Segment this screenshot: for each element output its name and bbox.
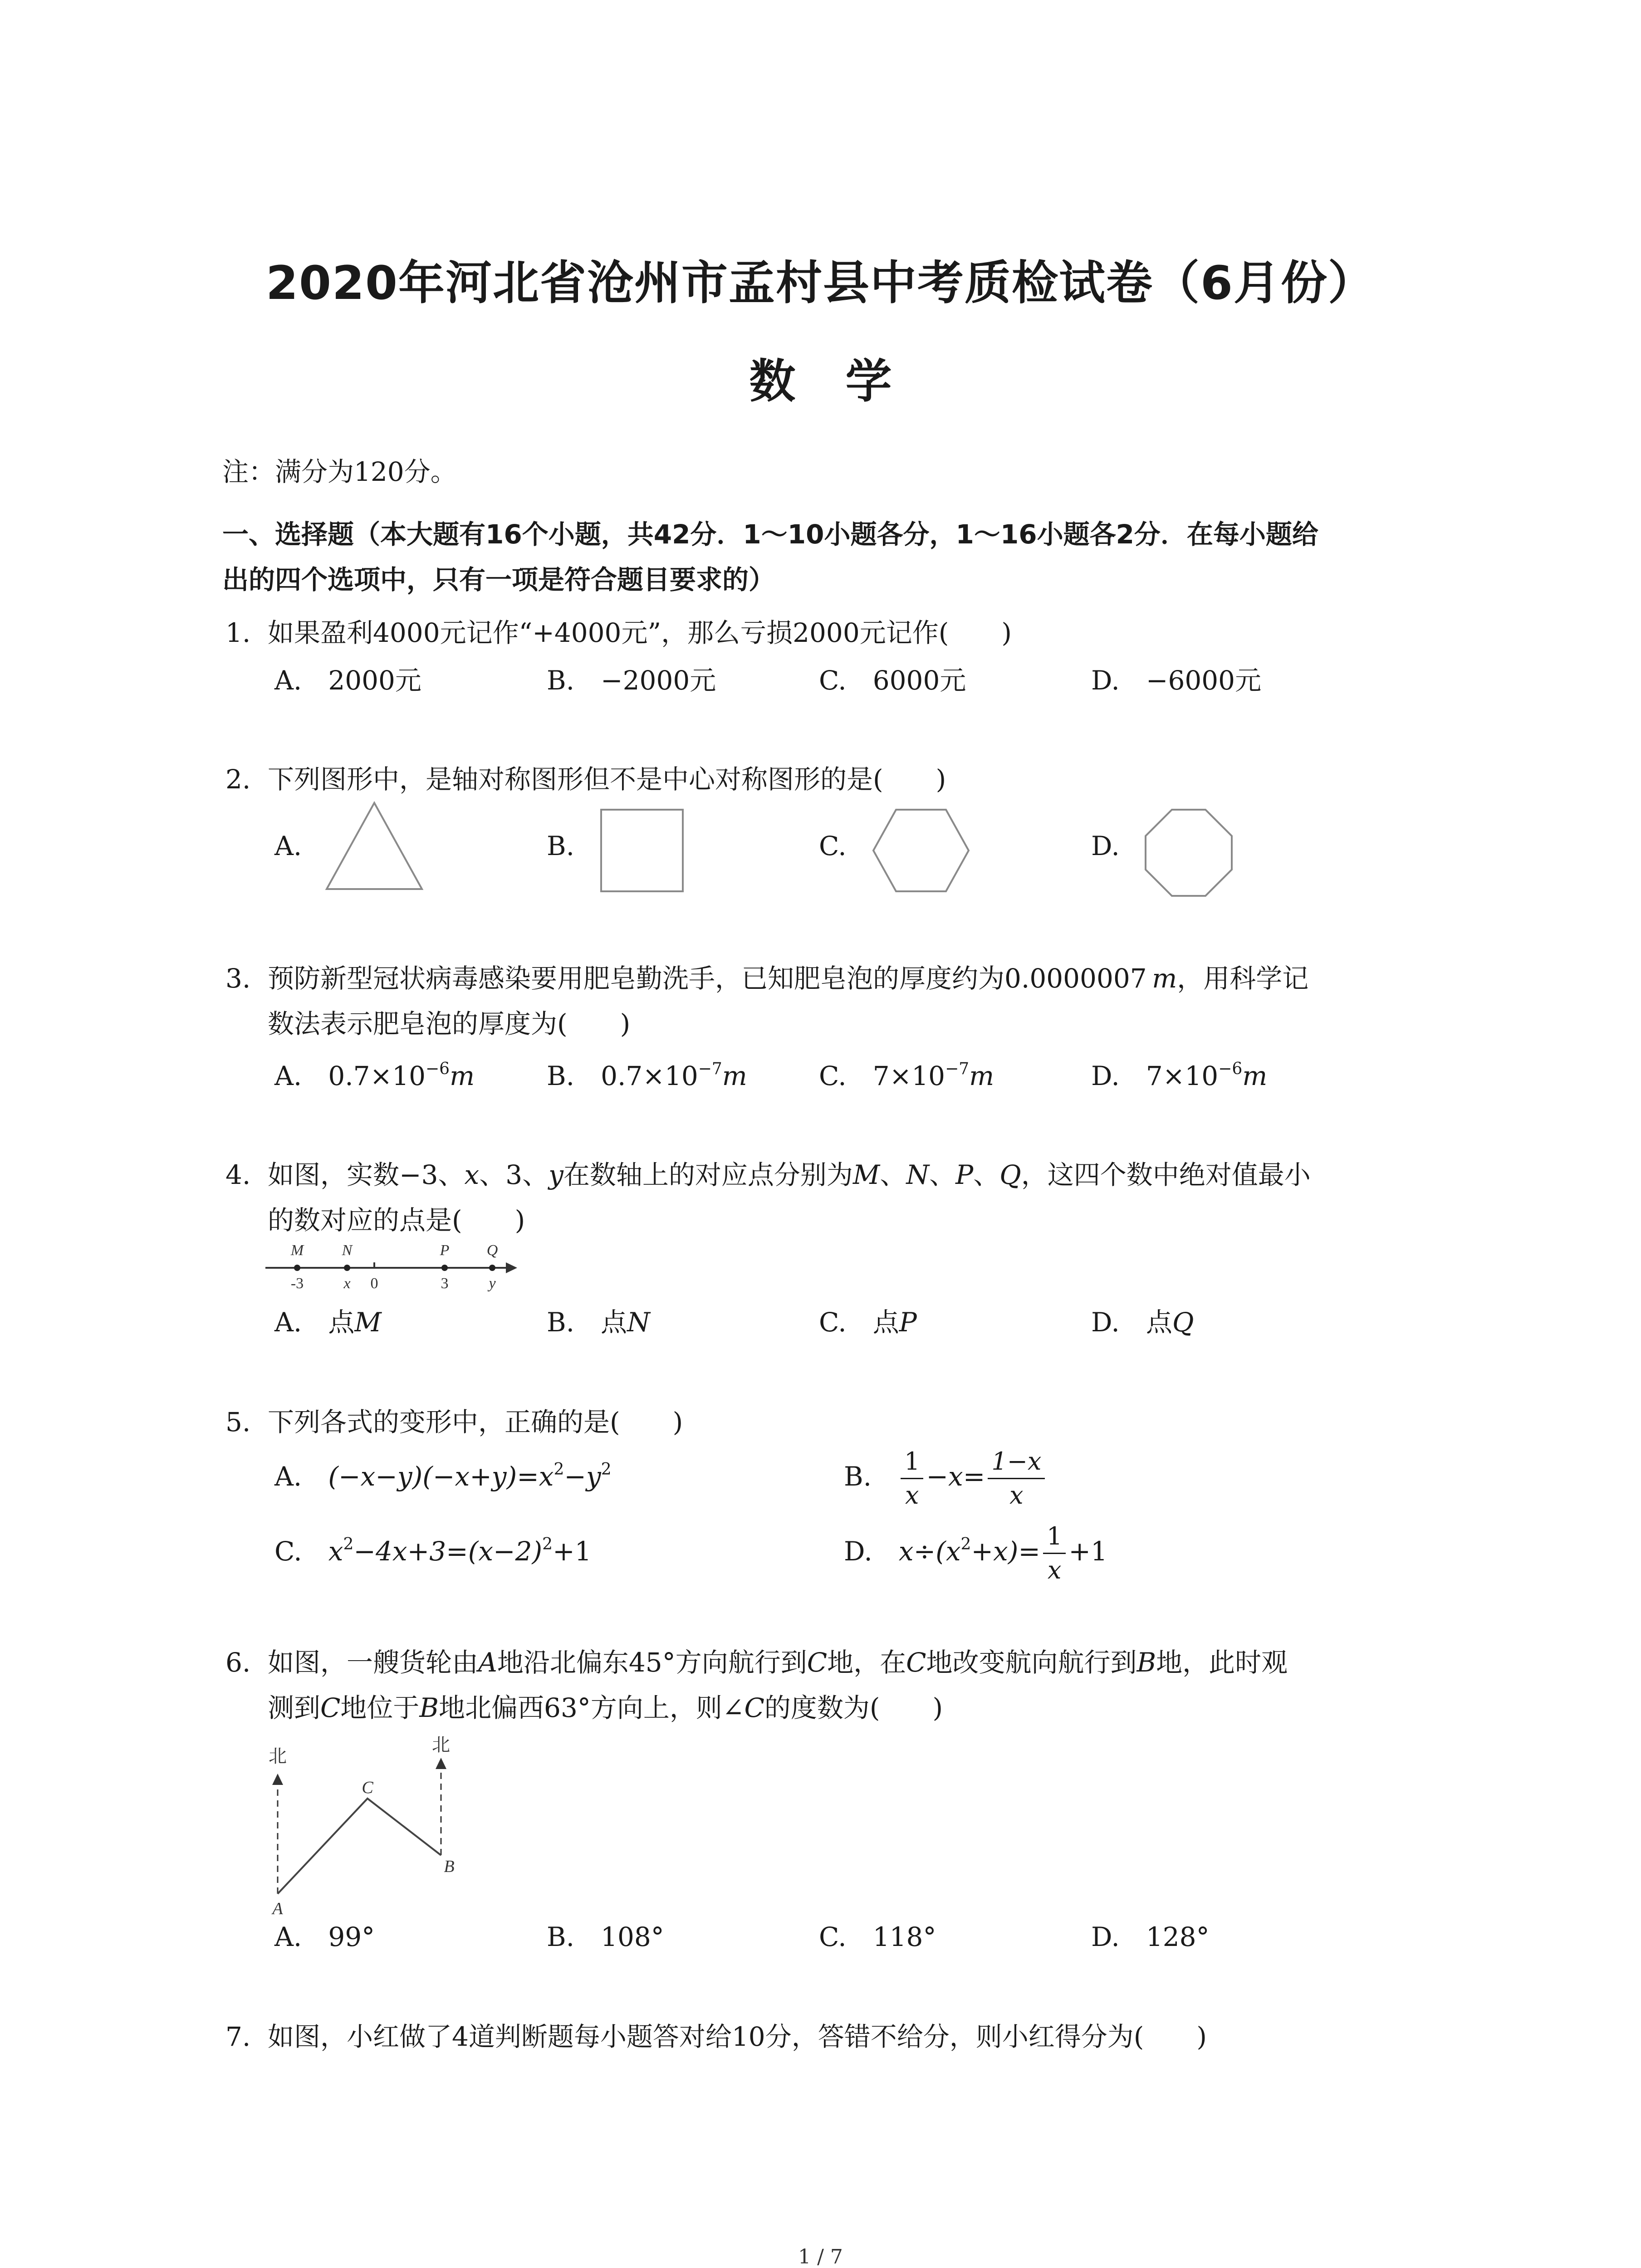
q2-option-a: A. — [274, 831, 302, 861]
axis-tick-3: 3 — [441, 1275, 449, 1292]
score-note: 注：满分为120分。 — [222, 456, 457, 487]
q3-stem-line2: 数法表示肥皂泡的厚度为( ) — [268, 1008, 631, 1039]
subject-title: 数学 — [749, 355, 942, 409]
section-heading-line1: 一、选择题（本大题有16个小题，共42分．1～10小题各分，1～16小题各2分．在每小题给 — [222, 519, 1318, 550]
q2-option-b: B. — [547, 831, 575, 861]
q4-option-a: A. 点M — [274, 1307, 382, 1338]
q3-option-c: C. $7\times 10^{-7}m$ — [819, 1060, 994, 1091]
axis-label-n: N — [342, 1242, 353, 1259]
axis-label-q: Q — [486, 1242, 498, 1259]
hexagon-figure — [869, 805, 973, 896]
north-label-a: 北 — [269, 1746, 287, 1767]
q5-stem: 下列各式的变形中，正确的是( ) — [268, 1407, 683, 1437]
q2-stem: 下列图形中，是轴对称图形但不是中心对称图形的是( ) — [268, 764, 946, 795]
page-title: 2020年河北省沧州市孟村县中考质检试卷（6月份） — [266, 256, 1375, 310]
q3-stem-line1: 预防新型冠状病毒感染要用肥皂勤洗手，已知肥皂泡的厚度约为0.0000007 m，用科学记 — [268, 963, 1309, 994]
q1-stem: 如果盈利4000元记作“+4000元”，那么亏损2000元记作( ) — [268, 617, 1012, 648]
q3-option-d: D. $7\times 10^{-6}m$ — [1091, 1060, 1268, 1091]
q2-option-d: D. — [1091, 831, 1120, 861]
number-line-figure — [265, 1241, 519, 1295]
q6-stem-line2: 测到C地位于B地北偏西63°方向上，则∠C的度数为( ) — [268, 1692, 943, 1723]
q6-option-b: B. 108° — [547, 1921, 664, 1952]
section-heading-line2: 出的四个选项中，只有一项是符合题目要求的） — [222, 564, 775, 595]
q5-b-fraction-1: $\frac{1}{x}$ — [901, 1449, 923, 1509]
q4-option-c: C. 点P — [819, 1307, 917, 1338]
q1-option-b: B. −2000元 — [547, 665, 716, 696]
q1-number: 1. — [225, 617, 251, 648]
axis-tick-zero: 0 — [370, 1275, 378, 1292]
axis-tick-x: x — [343, 1275, 351, 1292]
q3-number: 3. — [225, 963, 251, 994]
q4-option-d: D. 点Q — [1091, 1307, 1194, 1338]
q4-stem-line2: 的数对应的点是( ) — [268, 1205, 525, 1236]
q6-number: 6. — [225, 1647, 251, 1678]
north-label-b: 北 — [432, 1735, 450, 1755]
axis-tick-y: y — [489, 1275, 496, 1292]
q7-stem: 如图，小红做了4道判断题每小题答对给10分，答错不给分，则小红得分为( ) — [268, 2021, 1207, 2052]
q5-option-d: D. $x\div(x^2+x)=$ $\frac{1}{x}$ +1 — [844, 1521, 1107, 1585]
fig-label-a: A — [272, 1899, 283, 1918]
square-figure — [597, 805, 687, 896]
triangle-figure — [322, 798, 426, 894]
q2-number: 2. — [225, 764, 251, 795]
q5-option-c: C. $x^2-4x+3=(x-2)^2+1$ — [274, 1535, 592, 1567]
q4-stem-line1: 如图，实数−3、x、3、y在数轴上的对应点分别为M、N、P、Q，这四个数中绝对值最小 — [268, 1159, 1311, 1190]
axis-label-p: P — [440, 1242, 450, 1259]
q1-option-a: A. 2000元 — [274, 665, 421, 696]
q6-stem-line1: 如图，一艘货轮由A地沿北偏东45°方向航行到C地，在C地改变航向航行到B地，此时观 — [268, 1647, 1288, 1678]
q4-number: 4. — [225, 1159, 251, 1190]
q6-option-d: D. 128° — [1091, 1921, 1210, 1952]
fig-label-b: B — [444, 1857, 455, 1876]
q5-d-fraction: $\frac{1}{x}$ — [1043, 1524, 1066, 1584]
q3-option-b: B. $0.7\times 10^{-7}m$ — [547, 1060, 747, 1091]
q1-option-d: D. −6000元 — [1091, 665, 1262, 696]
q5-option-a: A. $(-x-y)(-x+y)=x^2-y^2$ — [274, 1460, 612, 1492]
page-number: 1 / 7 — [798, 2245, 843, 2268]
octagon-figure — [1141, 805, 1236, 900]
q4-option-b: B. 点N — [547, 1307, 650, 1338]
q5-option-b: B. $\frac{1}{x}$ −x= $\frac{1-x}{x}$ — [844, 1442, 1048, 1510]
q3-option-a: A. $0.7\times 10^{-6}m$ — [274, 1060, 475, 1091]
axis-label-m: M — [290, 1242, 304, 1259]
q5-number: 5. — [225, 1407, 251, 1437]
q6-option-c: C. 118° — [819, 1921, 936, 1952]
q7-number: 7. — [225, 2021, 251, 2052]
axis-tick-neg3: -3 — [290, 1275, 304, 1292]
q2-option-c: C. — [819, 831, 847, 861]
q5-b-fraction-2: $\frac{1-x}{x}$ — [988, 1449, 1045, 1509]
q1-option-c: C. 6000元 — [819, 665, 966, 696]
navigation-figure — [259, 1735, 476, 1918]
q6-option-a: A. 99° — [274, 1921, 375, 1952]
fig-label-c: C — [362, 1778, 373, 1797]
